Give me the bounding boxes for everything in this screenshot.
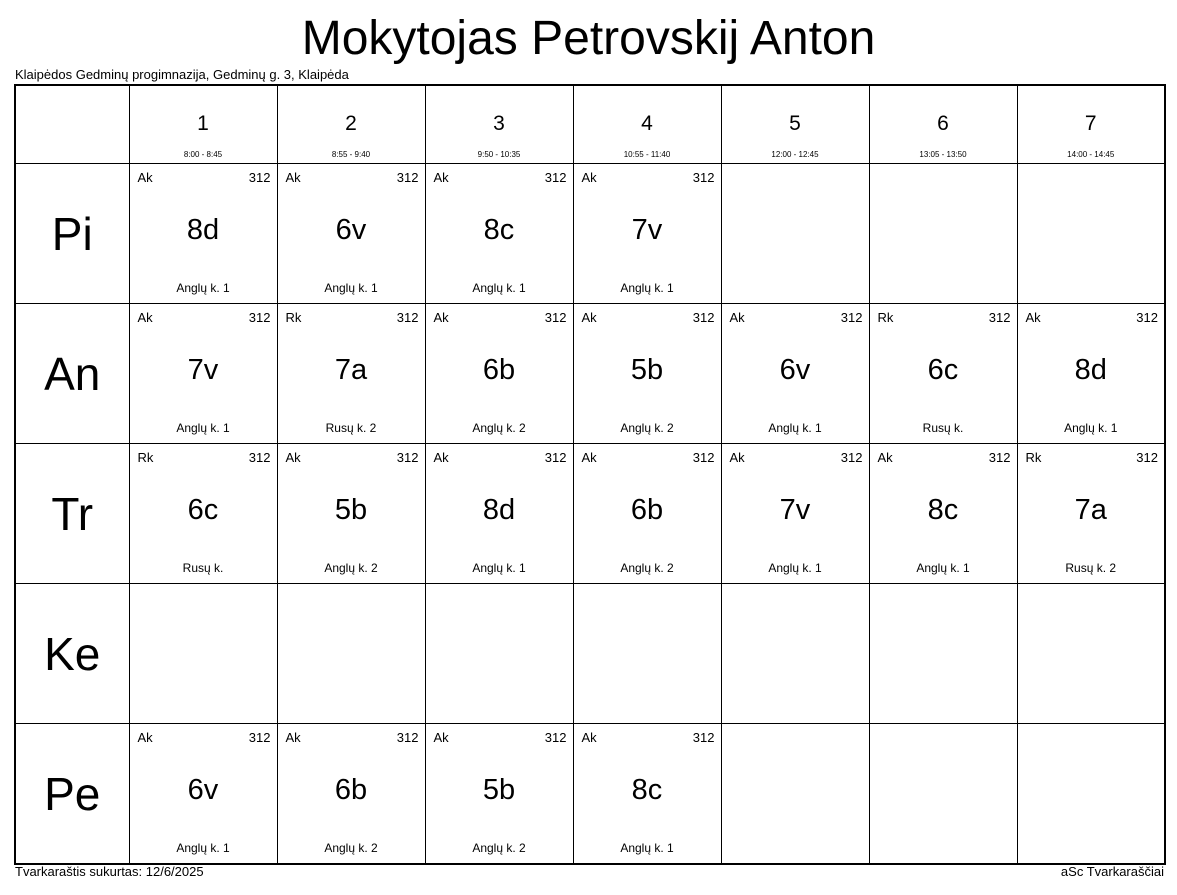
day-row bbox=[15, 304, 1165, 444]
period-number: 4 bbox=[641, 112, 653, 135]
lesson-cell bbox=[277, 164, 425, 304]
class-name: 6b bbox=[630, 494, 664, 526]
day-label: An bbox=[15, 304, 129, 444]
room-number: 312 bbox=[692, 310, 715, 325]
class-name: 6b bbox=[334, 774, 368, 806]
lesson-code: Ak bbox=[433, 170, 449, 185]
room-number: 312 bbox=[692, 170, 715, 185]
lesson-cell bbox=[129, 164, 277, 304]
lesson-code: Ak bbox=[285, 450, 301, 465]
room-number: 312 bbox=[988, 450, 1011, 465]
lesson-code: Ak bbox=[433, 310, 449, 325]
lesson-cell bbox=[129, 444, 277, 584]
lesson-code: Ak bbox=[581, 170, 597, 185]
lesson-code: Ak bbox=[877, 450, 893, 465]
lesson-cell bbox=[425, 444, 573, 584]
subject-name: Rusų k. 2 bbox=[325, 421, 377, 435]
subject-name: Anglų k. 1 bbox=[620, 281, 674, 295]
class-name: 7v bbox=[187, 354, 219, 386]
lesson-code: Ak bbox=[581, 310, 597, 325]
lesson-code: Ak bbox=[433, 730, 449, 745]
period-time: 14:00 - 14:45 bbox=[1067, 150, 1115, 159]
subject-name: Anglų k. 1 bbox=[176, 281, 230, 295]
class-name: 6v bbox=[779, 354, 811, 386]
subject-name: Anglų k. 1 bbox=[472, 561, 526, 575]
day-label: Pe bbox=[15, 724, 129, 865]
subject-name: Anglų k. 1 bbox=[176, 841, 230, 855]
page-title: Mokytojas Petrovskij Anton bbox=[301, 12, 876, 65]
empty-slot bbox=[869, 164, 1017, 304]
class-name: 7v bbox=[779, 494, 811, 526]
empty-slot bbox=[721, 584, 869, 724]
class-name: 6v bbox=[335, 214, 367, 246]
empty-slot bbox=[1017, 164, 1165, 304]
lesson-cell bbox=[425, 724, 573, 865]
lesson-cell bbox=[129, 304, 277, 444]
room-number: 312 bbox=[544, 310, 567, 325]
period-header bbox=[573, 85, 721, 164]
period-header bbox=[721, 85, 869, 164]
lesson-code: Ak bbox=[729, 450, 745, 465]
day-row bbox=[15, 724, 1165, 865]
day-row bbox=[15, 164, 1165, 304]
period-time: 8:00 - 8:45 bbox=[183, 150, 223, 159]
subject-name: Anglų k. 2 bbox=[472, 841, 526, 855]
timetable-grid bbox=[14, 84, 1166, 865]
period-header bbox=[129, 85, 277, 164]
class-name: 5b bbox=[630, 354, 664, 386]
room-number: 312 bbox=[248, 170, 271, 185]
corner-cell bbox=[15, 85, 129, 164]
class-name: 6c bbox=[187, 494, 219, 526]
period-number: 3 bbox=[493, 112, 505, 135]
room-number: 312 bbox=[840, 310, 863, 325]
subject-name: Anglų k. 1 bbox=[916, 561, 970, 575]
period-header bbox=[1017, 85, 1165, 164]
empty-slot bbox=[1017, 584, 1165, 724]
class-name: 6c bbox=[927, 354, 959, 386]
lesson-cell bbox=[277, 444, 425, 584]
subject-name: Anglų k. 1 bbox=[620, 841, 674, 855]
class-name: 6v bbox=[187, 774, 219, 806]
class-name: 8d bbox=[482, 494, 516, 526]
lesson-code: Ak bbox=[581, 450, 597, 465]
day-row bbox=[15, 584, 1165, 724]
day-label: Pi bbox=[15, 164, 129, 304]
lesson-cell bbox=[573, 724, 721, 865]
period-number: 7 bbox=[1084, 112, 1097, 135]
empty-slot bbox=[129, 584, 277, 724]
lesson-code: Rk bbox=[877, 310, 894, 325]
lesson-cell bbox=[425, 304, 573, 444]
lesson-code: Ak bbox=[137, 310, 153, 325]
lesson-cell bbox=[277, 304, 425, 444]
subject-name: Anglų k. 2 bbox=[472, 421, 526, 435]
period-number: 2 bbox=[345, 112, 357, 135]
class-name: 5b bbox=[334, 494, 368, 526]
lesson-cell bbox=[869, 444, 1017, 584]
day-row bbox=[15, 444, 1165, 584]
room-number: 312 bbox=[544, 170, 567, 185]
created-date: Tvarkaraštis sukurtas: 12/6/2025 bbox=[15, 864, 204, 879]
room-number: 312 bbox=[396, 310, 419, 325]
class-name: 8d bbox=[186, 214, 220, 246]
period-header bbox=[277, 85, 425, 164]
period-time: 8:55 - 9:40 bbox=[331, 150, 371, 159]
lesson-cell bbox=[573, 164, 721, 304]
lesson-cell bbox=[721, 444, 869, 584]
room-number: 312 bbox=[988, 310, 1011, 325]
empty-slot bbox=[1017, 724, 1165, 865]
subject-name: Rusų k. 2 bbox=[1065, 561, 1117, 575]
room-number: 312 bbox=[1136, 450, 1158, 465]
class-name: 8d bbox=[1074, 354, 1107, 386]
room-number: 312 bbox=[248, 310, 271, 325]
period-number: 1 bbox=[197, 112, 209, 135]
empty-slot bbox=[573, 584, 721, 724]
room-number: 312 bbox=[248, 450, 271, 465]
empty-slot bbox=[277, 584, 425, 724]
period-time: 9:50 - 10:35 bbox=[477, 150, 521, 159]
lesson-code: Ak bbox=[433, 450, 449, 465]
subject-name: Anglų k. 1 bbox=[768, 561, 822, 575]
period-time: 10:55 - 11:40 bbox=[623, 150, 671, 159]
school-address: Klaipėdos Gedminų progimnazija, Gedminų g. 3, Klaipėda bbox=[15, 67, 349, 82]
subject-name: Anglų k. 2 bbox=[324, 841, 378, 855]
class-name: 6b bbox=[482, 354, 516, 386]
lesson-cell bbox=[129, 724, 277, 865]
subject-name: Rusų k. bbox=[182, 561, 224, 575]
subject-name: Anglų k. 1 bbox=[768, 421, 822, 435]
room-number: 312 bbox=[396, 730, 419, 745]
class-name: 7v bbox=[631, 214, 663, 246]
room-number: 312 bbox=[248, 730, 271, 745]
lesson-code: Rk bbox=[285, 310, 302, 325]
lesson-code: Ak bbox=[137, 730, 153, 745]
lesson-cell bbox=[1017, 444, 1165, 584]
empty-slot bbox=[721, 724, 869, 865]
room-number: 312 bbox=[396, 450, 419, 465]
software-credit: aSc Tvarkaraščiai bbox=[1060, 864, 1164, 879]
lesson-code: Rk bbox=[137, 450, 154, 465]
lesson-cell bbox=[277, 724, 425, 865]
lesson-code: Ak bbox=[137, 170, 153, 185]
period-number: 6 bbox=[937, 112, 949, 135]
class-name: 8c bbox=[631, 774, 663, 806]
subject-name: Anglų k. 1 bbox=[472, 281, 526, 295]
subject-name: Anglų k. 1 bbox=[324, 281, 378, 295]
period-time: 13:05 - 13:50 bbox=[919, 150, 967, 159]
subject-name: Rusų k. bbox=[922, 421, 964, 435]
class-name: 7a bbox=[334, 354, 368, 386]
room-number: 312 bbox=[544, 450, 567, 465]
subject-name: Anglų k. 2 bbox=[620, 561, 674, 575]
lesson-cell bbox=[573, 444, 721, 584]
room-number: 312 bbox=[396, 170, 419, 185]
subject-name: Anglų k. 1 bbox=[176, 421, 230, 435]
day-label: Ke bbox=[15, 584, 129, 724]
lesson-cell bbox=[573, 304, 721, 444]
lesson-cell bbox=[1017, 304, 1165, 444]
empty-slot bbox=[869, 724, 1017, 865]
empty-slot bbox=[425, 584, 573, 724]
lesson-code: Ak bbox=[581, 730, 597, 745]
subject-name: Anglų k. 2 bbox=[620, 421, 674, 435]
class-name: 7a bbox=[1074, 494, 1107, 526]
room-number: 312 bbox=[1136, 310, 1158, 325]
lesson-code: Ak bbox=[285, 170, 301, 185]
lesson-cell bbox=[721, 304, 869, 444]
subject-name: Anglų k. 1 bbox=[1064, 421, 1118, 435]
room-number: 312 bbox=[692, 730, 715, 745]
class-name: 8c bbox=[927, 494, 959, 526]
room-number: 312 bbox=[544, 730, 567, 745]
period-time: 12:00 - 12:45 bbox=[771, 150, 819, 159]
room-number: 312 bbox=[692, 450, 715, 465]
lesson-cell bbox=[425, 164, 573, 304]
day-label: Tr bbox=[15, 444, 129, 584]
class-name: 5b bbox=[482, 774, 516, 806]
lesson-code: Rk bbox=[1025, 450, 1042, 465]
lesson-code: Ak bbox=[1025, 310, 1041, 325]
lesson-cell bbox=[869, 304, 1017, 444]
lesson-code: Ak bbox=[729, 310, 745, 325]
period-header bbox=[869, 85, 1017, 164]
room-number: 312 bbox=[840, 450, 863, 465]
period-number: 5 bbox=[789, 112, 801, 135]
empty-slot bbox=[869, 584, 1017, 724]
period-header bbox=[425, 85, 573, 164]
lesson-code: Ak bbox=[285, 730, 301, 745]
class-name: 8c bbox=[483, 214, 515, 246]
empty-slot bbox=[721, 164, 869, 304]
subject-name: Anglų k. 2 bbox=[324, 561, 378, 575]
